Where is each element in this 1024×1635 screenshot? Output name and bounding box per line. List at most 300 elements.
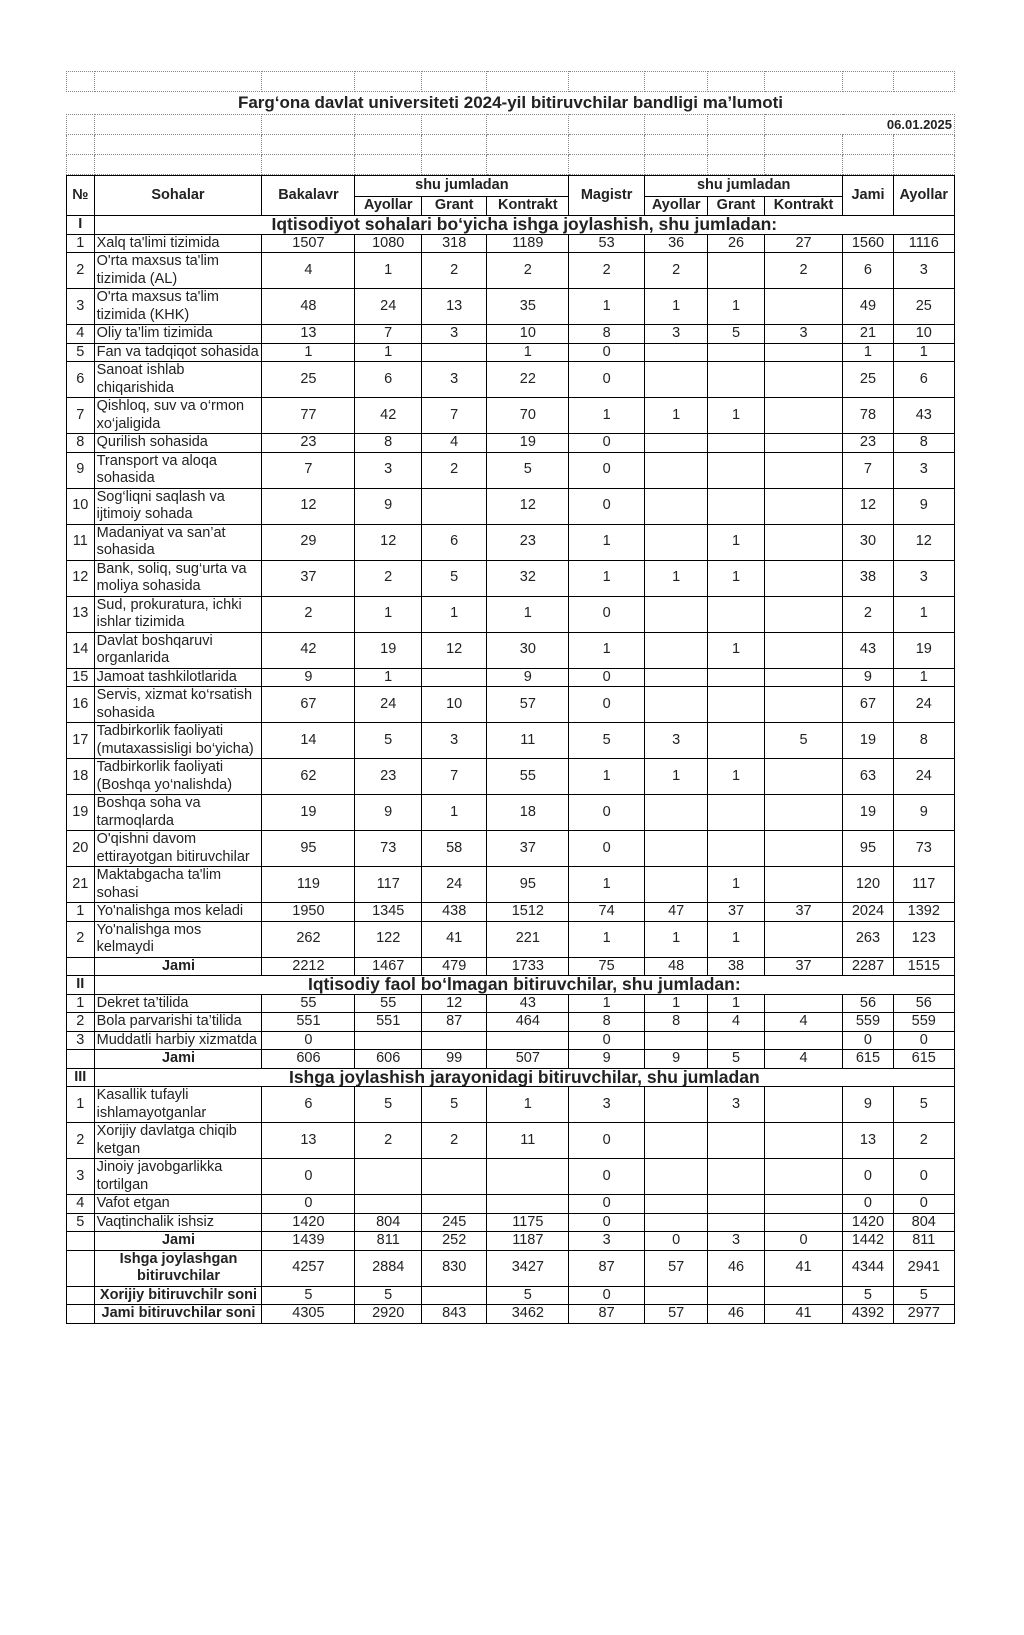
cell-bakalavr: 48 xyxy=(262,289,355,325)
cell-bak-ayollar: 1 xyxy=(355,596,421,632)
cell-jami: 43 xyxy=(843,632,893,668)
cell-bakalavr: 5 xyxy=(262,1286,355,1305)
cell-magistr: 0 xyxy=(569,362,645,398)
cell-mag-kontrakt: 0 xyxy=(764,1232,843,1251)
cell-magistr: 8 xyxy=(569,1013,645,1032)
cell-jami: 1442 xyxy=(843,1232,893,1251)
cell-mag-kontrakt xyxy=(764,452,843,488)
table-row xyxy=(67,831,955,867)
cell-ayollar: 9 xyxy=(893,488,954,524)
page-title: Farg‘ona davlat universiteti 2024-yil bitiruvchilar bandligi ma’lumoti xyxy=(237,93,784,113)
cell-mag-ayollar: 1 xyxy=(644,994,707,1013)
cell-bak-grant: 245 xyxy=(421,1213,486,1232)
cell-mag-grant xyxy=(708,488,764,524)
row-label: Kasallik tufayli ishlamayotganlar xyxy=(94,1087,262,1123)
row-label: Bank, soliq, sug‘urta va moliya sohasida xyxy=(94,560,262,596)
row-label: Tadbirkorlik faoliyati (Boshqa yo‘nalishda) xyxy=(94,759,262,795)
cell-mag-kontrakt xyxy=(764,343,843,362)
cell-mag-kontrakt xyxy=(764,632,843,668)
cell-bak-ayollar: 3 xyxy=(355,452,421,488)
cell-mag-ayollar: 47 xyxy=(644,903,707,922)
row-number xyxy=(67,1050,95,1069)
cell-mag-ayollar xyxy=(644,1286,707,1305)
cell-magistr: 53 xyxy=(569,234,645,253)
cell-mag-grant: 5 xyxy=(708,1050,764,1069)
row-label: Vafot etgan xyxy=(94,1195,262,1214)
cell-magistr: 0 xyxy=(569,596,645,632)
cell-ayollar: 559 xyxy=(893,1013,954,1032)
cell-mag-kontrakt xyxy=(764,488,843,524)
cell-mag-kontrakt xyxy=(764,795,843,831)
header-ayollar-bak: Ayollar xyxy=(355,197,421,216)
table-row xyxy=(67,1013,955,1032)
cell-bak-grant: 12 xyxy=(421,632,486,668)
cell-bak-kontrakt: 32 xyxy=(487,560,569,596)
table-row xyxy=(67,488,955,524)
row-label: Boshqa soha va tarmoqlarda xyxy=(94,795,262,831)
cell-mag-grant: 3 xyxy=(708,1232,764,1251)
row-number xyxy=(67,1250,95,1286)
cell-mag-kontrakt xyxy=(764,831,843,867)
cell-jami: 559 xyxy=(843,1013,893,1032)
cell-mag-kontrakt: 4 xyxy=(764,1013,843,1032)
cell-bak-kontrakt: 43 xyxy=(487,994,569,1013)
cell-bak-grant: 7 xyxy=(421,398,486,434)
row-label: Dekret ta’tilida xyxy=(94,994,262,1013)
header-sohalar: Sohalar xyxy=(94,176,262,216)
cell-magistr: 0 xyxy=(569,687,645,723)
cell-bak-grant: 7 xyxy=(421,759,486,795)
row-number: 1 xyxy=(67,994,95,1013)
cell-mag-grant xyxy=(708,362,764,398)
row-number: 1 xyxy=(67,903,95,922)
cell-mag-kontrakt xyxy=(764,1123,843,1159)
row-number: 18 xyxy=(67,759,95,795)
cell-bak-kontrakt: 1 xyxy=(487,343,569,362)
cell-mag-ayollar: 0 xyxy=(644,1232,707,1251)
cell-ayollar: 19 xyxy=(893,632,954,668)
cell-bak-grant: 3 xyxy=(421,723,486,759)
cell-ayollar: 0 xyxy=(893,1195,954,1214)
cell-mag-grant: 1 xyxy=(708,921,764,957)
header-magistr: Magistr xyxy=(569,176,645,216)
cell-magistr: 0 xyxy=(569,1031,645,1050)
cell-mag-ayollar xyxy=(644,596,707,632)
row-label: Transport va aloqa sohasida xyxy=(94,452,262,488)
cell-magistr: 1 xyxy=(569,524,645,560)
row-number: 5 xyxy=(67,343,95,362)
cell-bak-ayollar: 24 xyxy=(355,289,421,325)
table-row xyxy=(67,1159,955,1195)
report-date: 06.01.2025 xyxy=(764,115,954,135)
row-label: Jami xyxy=(94,1050,262,1069)
cell-bak-grant: 479 xyxy=(421,957,486,976)
cell-magistr: 0 xyxy=(569,1123,645,1159)
cell-bak-kontrakt: 1175 xyxy=(487,1213,569,1232)
cell-bak-grant: 2 xyxy=(421,452,486,488)
cell-mag-kontrakt xyxy=(764,434,843,453)
cell-jami: 0 xyxy=(843,1195,893,1214)
row-number: 2 xyxy=(67,1123,95,1159)
row-label: Xorijiy davlatga chiqib ketgan xyxy=(94,1123,262,1159)
cell-mag-ayollar: 36 xyxy=(644,234,707,253)
cell-mag-grant xyxy=(708,343,764,362)
row-number: 11 xyxy=(67,524,95,560)
cell-magistr: 0 xyxy=(569,1286,645,1305)
cell-bak-ayollar: 23 xyxy=(355,759,421,795)
cell-bak-grant: 6 xyxy=(421,524,486,560)
row-number: 19 xyxy=(67,795,95,831)
cell-bak-ayollar: 7 xyxy=(355,325,421,344)
cell-jami: 263 xyxy=(843,921,893,957)
cell-bakalavr: 2 xyxy=(262,596,355,632)
row-number: 8 xyxy=(67,434,95,453)
cell-mag-grant: 46 xyxy=(708,1250,764,1286)
cell-bak-ayollar: 1467 xyxy=(355,957,421,976)
table-row xyxy=(67,434,955,453)
cell-magistr: 0 xyxy=(569,1213,645,1232)
cell-bak-ayollar: 804 xyxy=(355,1213,421,1232)
cell-magistr: 3 xyxy=(569,1087,645,1123)
row-number: 16 xyxy=(67,687,95,723)
cell-mag-kontrakt: 3 xyxy=(764,325,843,344)
cell-jami: 0 xyxy=(843,1031,893,1050)
cell-ayollar: 3 xyxy=(893,253,954,289)
header-shu-jumladan-mag: shu jumladan xyxy=(644,176,842,197)
cell-bak-kontrakt: 3462 xyxy=(487,1305,569,1324)
cell-bakalavr: 1439 xyxy=(262,1232,355,1251)
table-row xyxy=(67,921,955,957)
cell-ayollar: 1 xyxy=(893,596,954,632)
cell-mag-grant xyxy=(708,596,764,632)
cell-bak-kontrakt: 2 xyxy=(487,253,569,289)
cell-mag-kontrakt xyxy=(764,524,843,560)
cell-bakalavr: 262 xyxy=(262,921,355,957)
cell-mag-grant: 1 xyxy=(708,994,764,1013)
cell-bak-ayollar: 1 xyxy=(355,343,421,362)
spreadsheet xyxy=(66,71,955,1324)
cell-bak-ayollar: 2884 xyxy=(355,1250,421,1286)
section-row xyxy=(67,216,955,235)
cell-bak-grant: 1 xyxy=(421,596,486,632)
row-label: Jami xyxy=(94,1232,262,1251)
table-row xyxy=(67,994,955,1013)
cell-mag-ayollar: 57 xyxy=(644,1250,707,1286)
row-label: Yo'nalishga mos keladi xyxy=(94,903,262,922)
row-number: 10 xyxy=(67,488,95,524)
row-number: 2 xyxy=(67,253,95,289)
cell-ayollar: 804 xyxy=(893,1213,954,1232)
cell-bak-kontrakt xyxy=(487,1031,569,1050)
cell-jami: 5 xyxy=(843,1286,893,1305)
section-number: III xyxy=(67,1068,95,1087)
cell-magistr: 1 xyxy=(569,867,645,903)
cell-mag-kontrakt xyxy=(764,867,843,903)
cell-bakalavr: 0 xyxy=(262,1031,355,1050)
cell-bak-kontrakt: 464 xyxy=(487,1013,569,1032)
cell-bak-ayollar: 1 xyxy=(355,253,421,289)
cell-mag-grant xyxy=(708,434,764,453)
cell-mag-kontrakt xyxy=(764,687,843,723)
cell-magistr: 0 xyxy=(569,1195,645,1214)
cell-mag-ayollar: 9 xyxy=(644,1050,707,1069)
employment-table xyxy=(66,175,955,1324)
header-ayollar-total: Ayollar xyxy=(893,176,954,216)
cell-jami: 9 xyxy=(843,1087,893,1123)
cell-jami: 30 xyxy=(843,524,893,560)
cell-mag-kontrakt: 4 xyxy=(764,1050,843,1069)
cell-bak-ayollar: 606 xyxy=(355,1050,421,1069)
cell-bak-ayollar: 5 xyxy=(355,723,421,759)
section-row xyxy=(67,976,955,995)
cell-bak-kontrakt: 23 xyxy=(487,524,569,560)
cell-mag-ayollar xyxy=(644,867,707,903)
cell-mag-kontrakt xyxy=(764,1213,843,1232)
cell-bak-grant: 13 xyxy=(421,289,486,325)
row-label: Xalq ta'limi tizimida xyxy=(94,234,262,253)
cell-mag-ayollar: 1 xyxy=(644,398,707,434)
cell-jami: 9 xyxy=(843,668,893,687)
cell-bak-kontrakt: 22 xyxy=(487,362,569,398)
row-label: Vaqtinchalik ishsiz xyxy=(94,1213,262,1232)
cell-mag-ayollar: 57 xyxy=(644,1305,707,1324)
row-number xyxy=(67,1305,95,1324)
cell-ayollar: 123 xyxy=(893,921,954,957)
cell-ayollar: 1392 xyxy=(893,903,954,922)
cell-mag-ayollar: 48 xyxy=(644,957,707,976)
row-number: 12 xyxy=(67,560,95,596)
cell-bak-grant: 87 xyxy=(421,1013,486,1032)
cell-bakalavr: 4257 xyxy=(262,1250,355,1286)
section-title: Ishga joylashish jarayonidagi bitiruvchilar, shu jumladan xyxy=(94,1068,954,1087)
cell-jami: 2287 xyxy=(843,957,893,976)
cell-mag-ayollar xyxy=(644,434,707,453)
table-row xyxy=(67,1087,955,1123)
cell-bak-ayollar: 24 xyxy=(355,687,421,723)
cell-mag-ayollar xyxy=(644,452,707,488)
cell-mag-grant: 46 xyxy=(708,1305,764,1324)
cell-bakalavr: 62 xyxy=(262,759,355,795)
cell-mag-grant xyxy=(708,668,764,687)
cell-magistr: 3 xyxy=(569,1232,645,1251)
cell-mag-grant xyxy=(708,253,764,289)
cell-mag-grant xyxy=(708,1213,764,1232)
cell-bak-grant: 2 xyxy=(421,1123,486,1159)
cell-mag-kontrakt xyxy=(764,668,843,687)
cell-bak-ayollar: 12 xyxy=(355,524,421,560)
cell-jami: 21 xyxy=(843,325,893,344)
cell-bak-kontrakt: 95 xyxy=(487,867,569,903)
section-row xyxy=(67,1068,955,1087)
cell-bak-grant: 5 xyxy=(421,560,486,596)
cell-magistr: 1 xyxy=(569,289,645,325)
cell-bak-ayollar: 811 xyxy=(355,1232,421,1251)
cell-mag-kontrakt xyxy=(764,398,843,434)
row-number: 4 xyxy=(67,325,95,344)
cell-bakalavr: 13 xyxy=(262,325,355,344)
cell-bak-kontrakt: 1512 xyxy=(487,903,569,922)
cell-bak-ayollar: 5 xyxy=(355,1087,421,1123)
header-ayollar-mag: Ayollar xyxy=(644,197,707,216)
cell-bak-kontrakt: 55 xyxy=(487,759,569,795)
cell-bak-ayollar: 2 xyxy=(355,1123,421,1159)
cell-mag-ayollar xyxy=(644,1031,707,1050)
table-row xyxy=(67,957,955,976)
cell-bak-ayollar: 19 xyxy=(355,632,421,668)
cell-magistr: 9 xyxy=(569,1050,645,1069)
table-row xyxy=(67,1232,955,1251)
cell-jami: 25 xyxy=(843,362,893,398)
cell-bak-kontrakt: 35 xyxy=(487,289,569,325)
row-label: Jinoiy javobgarlikka tortilgan xyxy=(94,1159,262,1195)
cell-bakalavr: 606 xyxy=(262,1050,355,1069)
cell-magistr: 87 xyxy=(569,1305,645,1324)
table-row xyxy=(67,289,955,325)
cell-bak-grant xyxy=(421,488,486,524)
table-row xyxy=(67,1250,955,1286)
table-row xyxy=(67,560,955,596)
cell-bak-ayollar: 5 xyxy=(355,1286,421,1305)
cell-bakalavr: 9 xyxy=(262,668,355,687)
cell-bakalavr: 2212 xyxy=(262,957,355,976)
row-label: Sud, prokuratura, ichki ishlar tizimida xyxy=(94,596,262,632)
cell-mag-kontrakt: 41 xyxy=(764,1250,843,1286)
cell-mag-ayollar: 3 xyxy=(644,325,707,344)
cell-bak-kontrakt: 1733 xyxy=(487,957,569,976)
cell-mag-grant xyxy=(708,1123,764,1159)
cell-bak-ayollar: 9 xyxy=(355,795,421,831)
cell-ayollar: 811 xyxy=(893,1232,954,1251)
row-label: Tadbirkorlik faoliyati (mutaxassisligi bo‘yicha) xyxy=(94,723,262,759)
cell-ayollar: 117 xyxy=(893,867,954,903)
cell-bakalavr: 14 xyxy=(262,723,355,759)
cell-magistr: 0 xyxy=(569,1159,645,1195)
row-number: 5 xyxy=(67,1213,95,1232)
cell-bakalavr: 67 xyxy=(262,687,355,723)
cell-mag-ayollar xyxy=(644,1213,707,1232)
row-label: Jami bitiruvchilar soni xyxy=(94,1305,262,1324)
cell-mag-grant xyxy=(708,687,764,723)
cell-bak-grant: 41 xyxy=(421,921,486,957)
row-label: Fan va tadqiqot sohasida xyxy=(94,343,262,362)
cell-mag-ayollar xyxy=(644,668,707,687)
cell-bak-grant: 10 xyxy=(421,687,486,723)
cell-bak-grant xyxy=(421,668,486,687)
cell-bak-ayollar: 2920 xyxy=(355,1305,421,1324)
row-number: 21 xyxy=(67,867,95,903)
cell-bak-grant: 438 xyxy=(421,903,486,922)
cell-bakalavr: 7 xyxy=(262,452,355,488)
row-label: O'rta maxsus ta'lim tizimida (AL) xyxy=(94,253,262,289)
row-label: Servis, xizmat ko‘rsatish sohasida xyxy=(94,687,262,723)
section-title: Iqtisodiyot sohalari bo‘yicha ishga joylashish, shu jumladan: xyxy=(94,216,954,235)
cell-mag-grant xyxy=(708,723,764,759)
cell-jami: 1 xyxy=(843,343,893,362)
cell-ayollar: 615 xyxy=(893,1050,954,1069)
cell-mag-kontrakt xyxy=(764,1286,843,1305)
cell-bakalavr: 12 xyxy=(262,488,355,524)
row-label: Qishloq, suv va o‘rmon xo‘jaligida xyxy=(94,398,262,434)
sheet-header xyxy=(66,71,955,175)
cell-jami: 4392 xyxy=(843,1305,893,1324)
section-title: Iqtisodiy faol bo‘lmagan bitiruvchilar, shu jumladan: xyxy=(94,976,954,995)
cell-jami: 0 xyxy=(843,1159,893,1195)
table-row xyxy=(67,1123,955,1159)
cell-bakalavr: 1507 xyxy=(262,234,355,253)
cell-ayollar: 1 xyxy=(893,668,954,687)
cell-jami: 2024 xyxy=(843,903,893,922)
header-no: № xyxy=(67,176,95,216)
cell-mag-kontrakt xyxy=(764,289,843,325)
cell-bak-grant: 3 xyxy=(421,325,486,344)
row-number: 1 xyxy=(67,234,95,253)
cell-magistr: 0 xyxy=(569,452,645,488)
cell-magistr: 5 xyxy=(569,723,645,759)
cell-magistr: 1 xyxy=(569,632,645,668)
header-grant-mag: Grant xyxy=(708,197,764,216)
cell-mag-kontrakt xyxy=(764,596,843,632)
table-row xyxy=(67,1031,955,1050)
cell-mag-ayollar xyxy=(644,488,707,524)
cell-ayollar: 3 xyxy=(893,452,954,488)
cell-jami: 6 xyxy=(843,253,893,289)
cell-mag-kontrakt xyxy=(764,1031,843,1050)
cell-bak-grant: 3 xyxy=(421,362,486,398)
cell-ayollar: 0 xyxy=(893,1159,954,1195)
cell-ayollar: 2 xyxy=(893,1123,954,1159)
table-row xyxy=(67,723,955,759)
cell-bakalavr: 6 xyxy=(262,1087,355,1123)
cell-bak-kontrakt: 70 xyxy=(487,398,569,434)
cell-bak-kontrakt: 5 xyxy=(487,1286,569,1305)
cell-bak-ayollar: 6 xyxy=(355,362,421,398)
cell-mag-kontrakt xyxy=(764,1159,843,1195)
cell-mag-ayollar xyxy=(644,795,707,831)
row-label: O'rta maxsus ta'lim tizimida (KHK) xyxy=(94,289,262,325)
cell-bak-ayollar: 8 xyxy=(355,434,421,453)
cell-magistr: 2 xyxy=(569,253,645,289)
cell-mag-grant: 1 xyxy=(708,632,764,668)
cell-bakalavr: 37 xyxy=(262,560,355,596)
cell-mag-ayollar xyxy=(644,362,707,398)
cell-bak-grant xyxy=(421,1286,486,1305)
row-number xyxy=(67,1286,95,1305)
cell-bak-ayollar xyxy=(355,1031,421,1050)
cell-ayollar: 9 xyxy=(893,795,954,831)
cell-mag-kontrakt: 37 xyxy=(764,903,843,922)
cell-bak-kontrakt: 57 xyxy=(487,687,569,723)
cell-bakalavr: 29 xyxy=(262,524,355,560)
cell-bak-ayollar xyxy=(355,1159,421,1195)
cell-ayollar: 24 xyxy=(893,759,954,795)
row-number: 9 xyxy=(67,452,95,488)
cell-jami: 56 xyxy=(843,994,893,1013)
cell-bak-ayollar: 2 xyxy=(355,560,421,596)
cell-mag-grant: 1 xyxy=(708,867,764,903)
cell-mag-grant xyxy=(708,1286,764,1305)
cell-mag-kontrakt: 2 xyxy=(764,253,843,289)
cell-bak-ayollar: 122 xyxy=(355,921,421,957)
cell-mag-kontrakt: 5 xyxy=(764,723,843,759)
row-number: 15 xyxy=(67,668,95,687)
cell-mag-grant: 38 xyxy=(708,957,764,976)
cell-bak-ayollar: 117 xyxy=(355,867,421,903)
cell-bak-grant: 2 xyxy=(421,253,486,289)
cell-mag-kontrakt xyxy=(764,560,843,596)
cell-mag-ayollar xyxy=(644,831,707,867)
cell-bak-kontrakt: 1 xyxy=(487,1087,569,1123)
cell-mag-grant: 1 xyxy=(708,289,764,325)
